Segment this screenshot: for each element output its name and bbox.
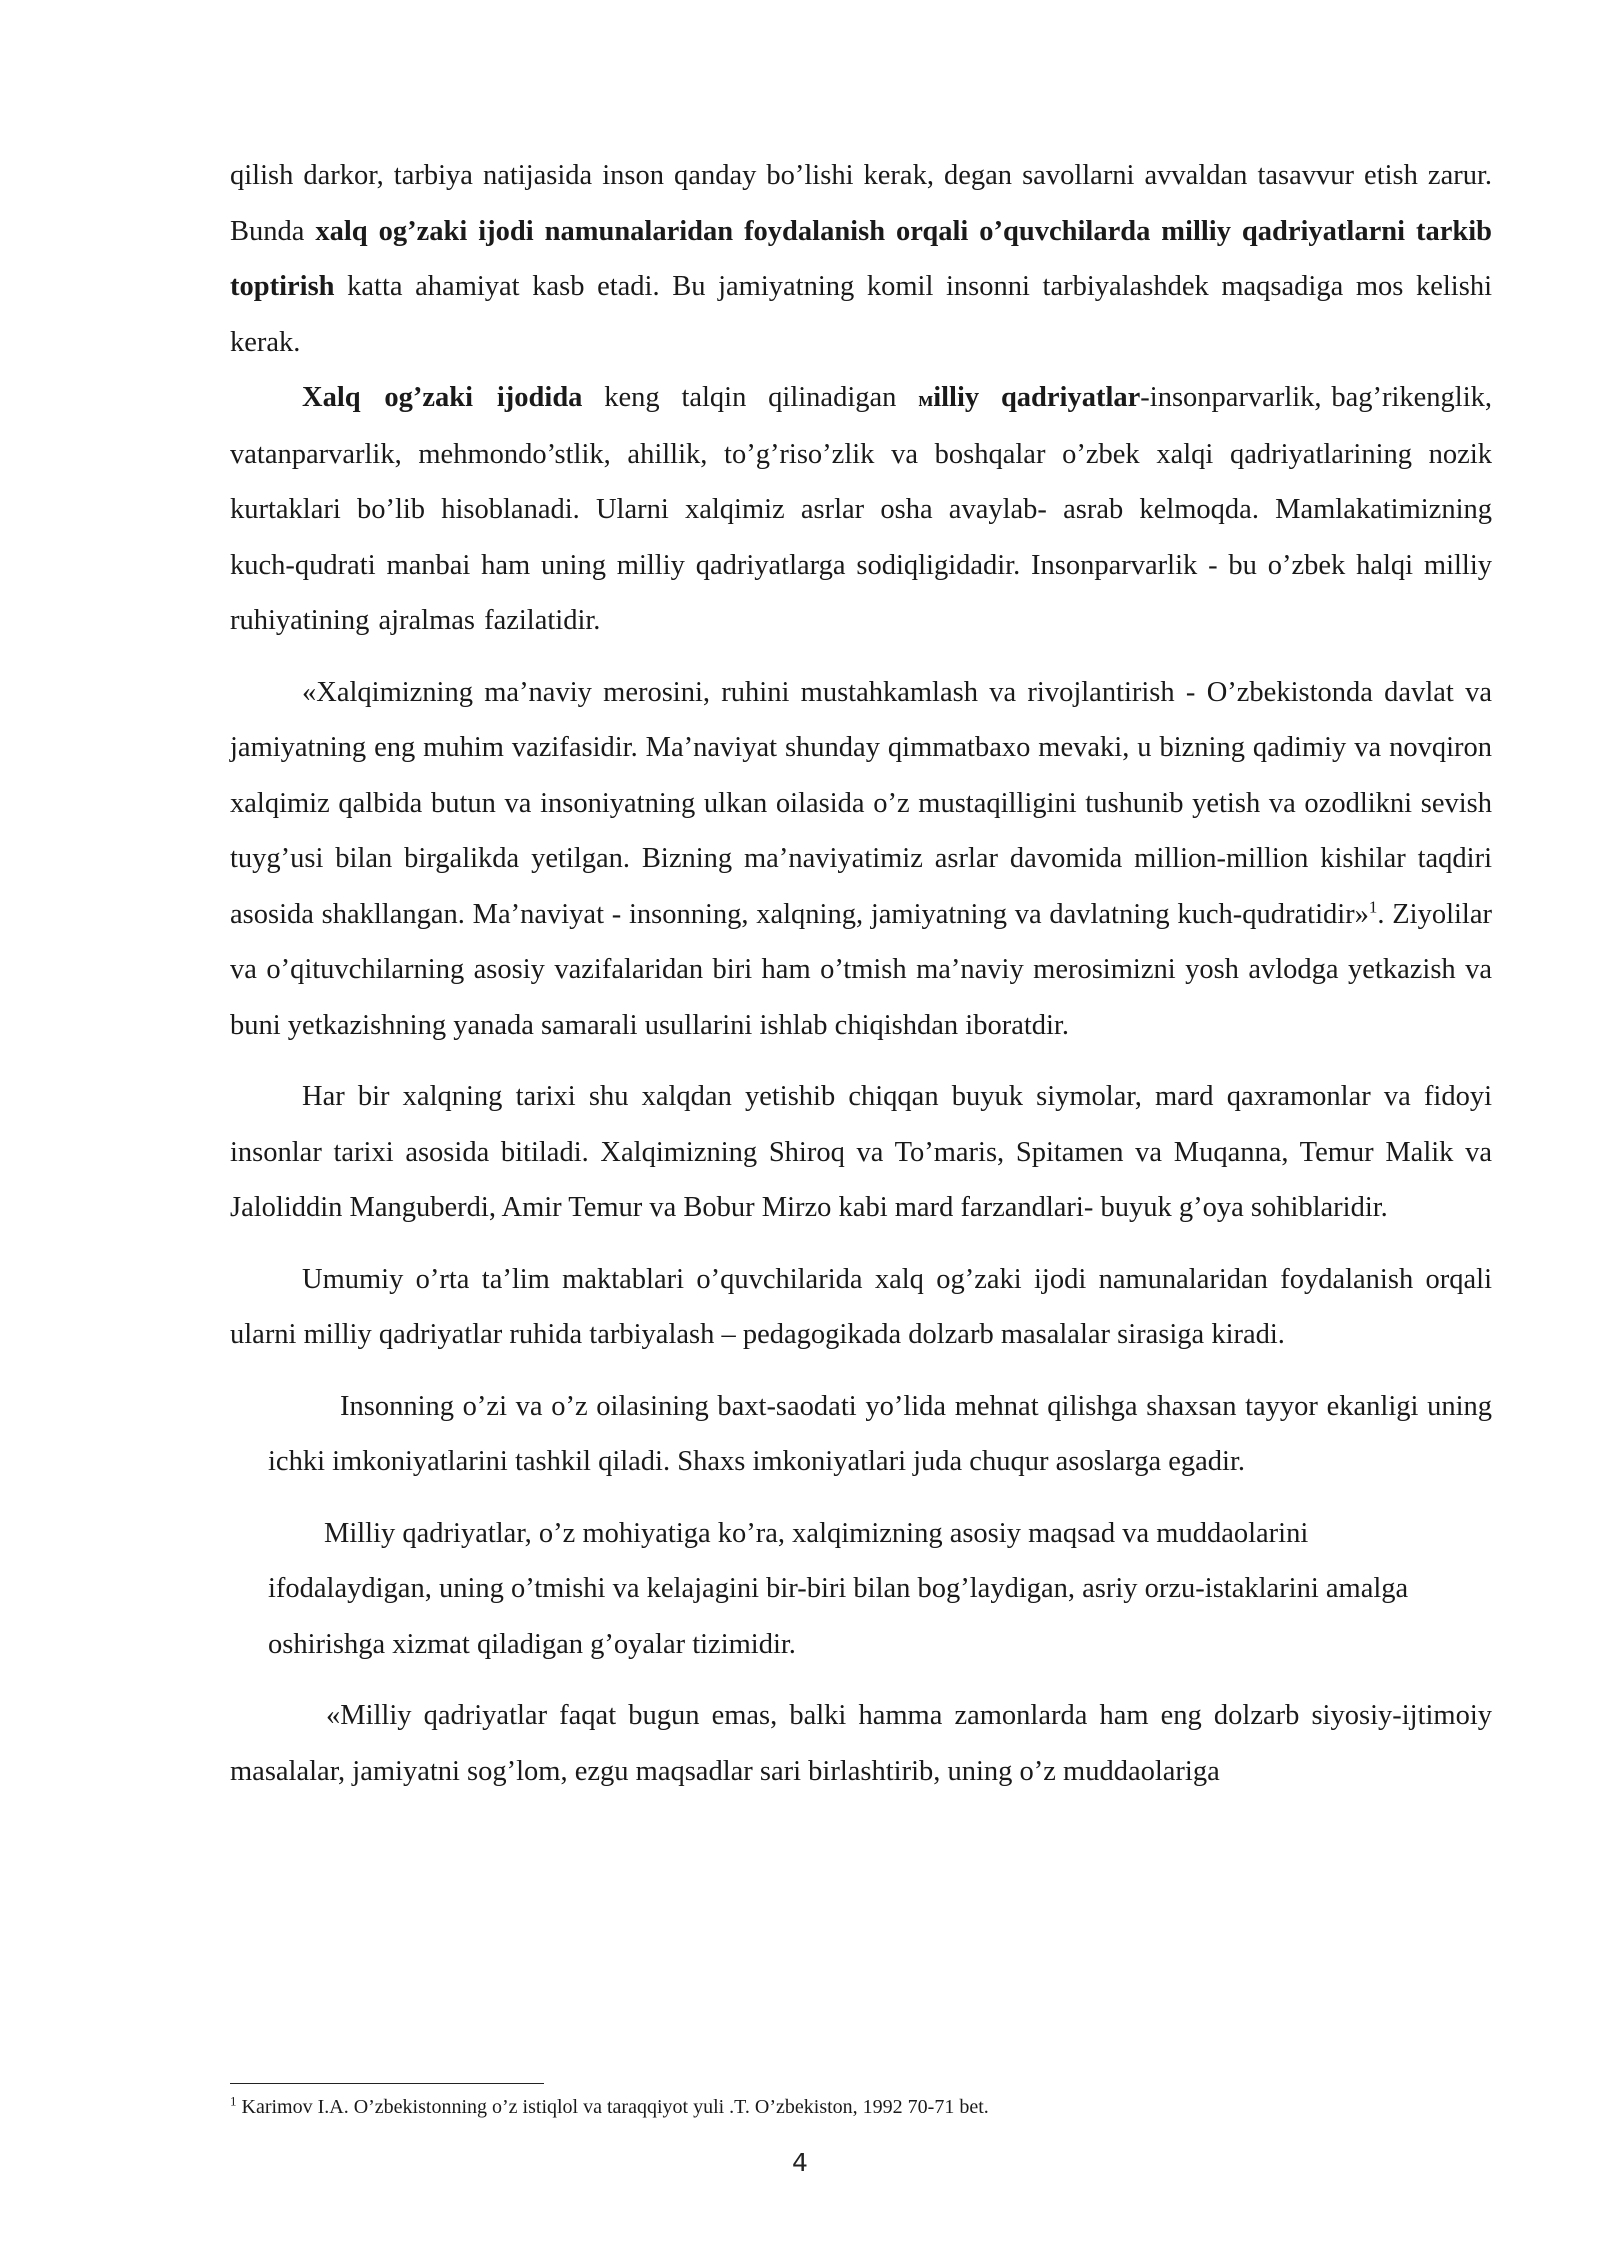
- footnote: [230, 2093, 1492, 2121]
- paragraph-1-text-c: katta ahamiyat kasb etadi. Bu jamiyatning komil insonni tarbiyalashdek maqsadiga mos kelishi kerak.: [230, 271, 1492, 358]
- page-number: 4: [792, 2148, 808, 2177]
- footnote-separator: [230, 2083, 544, 2084]
- paragraph-1: [230, 148, 1492, 370]
- paragraph-2: [230, 370, 1492, 649]
- footnote-marker: 1: [230, 2093, 237, 2109]
- paragraph-2-text-e: -insonparvarlik, bag’rikenglik, vatanparvarlik, mehmondo’stlik, ahillik, to’g’riso’zlik va boshqalar o’zbek xalqi qadriyatlarining nozik kurtaklari bo’lib hisoblanadi. Ularni xalqimiz asrlar osha avaylab- asrab kelmoqda. Mamlakatimizning kuch-qudrati manbai ham uning milliy qadriyatlarga sodiqligidadir. Insonparvarlik - bu o’zbek halqi milliy ruhiyatining ajralmas fazilatidir.: [230, 382, 1493, 636]
- paragraph-5: Umumiy o’rta ta’lim maktablari o’quvchilarida xalq og’zaki ijodi namunalaridan foydalanish orqali ularni milliy qadriyatlar ruhida tarbiyalash – pedagogikada dolzarb masalalar sirasiga kiradi.: [230, 1263, 1492, 1350]
- paragraph-4: Har bir xalqning tarixi shu xalqdan yetishib chiqqan buyuk siymolar, mard qaxramonlar va fidoyi insonlar tarixi asosida bitiladi. Xalqimizning Shiroq va To’maris, Spitamen va Muqanna, Temur Malik va Jaloliddin Manguberdi, Amir Temur va Bobur Mirzo kabi mard farzandlari- buyuk g’oya sohiblaridir.: [230, 1081, 1492, 1223]
- paragraph-8: «Milliy qadriyatlar faqat bugun emas, balki hamma zamonlarda ham eng dolzarb siyosiy-ijtimoiy masalalar, jamiyatni sog’lom, ezgu maqsadlar sari birlashtirib, uning o’z muddaolariga: [230, 1700, 1492, 1787]
- paragraph-3-text-b: . Ziyolilar va o’qituvchilarning asosiy vazifalaridan biri ham o’tmish ma’naviy merosimizni yosh avlodga yetkazish va buni yetkazishning yanada samarali usullarini ishlab chiqishdan iboratdir.: [230, 898, 1492, 1041]
- footnote-reference[interactable]: 1: [1368, 897, 1378, 916]
- paragraph-6: Insonning o’zi va o’z oilasining baxt-saodati yo’lida mehnat qilishga shaxsan tayyor ekanligi uning ichki imkoniyatlarini tashkil qiladi. Shaxs imkoniyatlari juda chuqur asoslarga egadir.: [268, 1390, 1492, 1477]
- paragraph-2-text-b: keng talqin qilinadigan: [582, 382, 919, 413]
- paragraph-2-bold-keyword: illiy qadriyatlar: [933, 382, 1141, 413]
- document-body: [230, 148, 1492, 1799]
- paragraph-2-smallcap-letter: м: [918, 386, 934, 411]
- paragraph-3-quote: [230, 665, 1492, 1054]
- footnote-text: Karimov I.A. O’zbekistonning o’z istiqlol va taraqqiyot yuli .T. O’zbekiston, 1992 70-71 bet.: [236, 2096, 989, 2118]
- paragraph-3-quote-text: «Xalqimizning ma’naviy merosini, ruhini mustahkamlash va rivojlantirish - O’zbekistonda davlat va jamiyatning eng muhim vazifasidir. Ma’naviyat shunday qimmatbaxo mevaki, u bizning qadimiy va novqiron xalqimiz qalbida butun va insoniyatning ulkan oilasida o’z mustaqilligini tushunib yetish va ozodlikni sevish tuyg’usi bilan birgalikda yetilgan. Bizning ma’naviyatimiz asrlar davomida million-million kishilar taqdiri asosida shakllangan. Ma’naviyat - insonning, xalqning, jamiyatning va davlatning kuch-qudratidir»: [230, 676, 1492, 930]
- paragraph-7: Milliy qadriyatlar, o’z mohiyatiga ko’ra, xalqimizning asosiy maqsad va muddaolarini ifodalaydigan, uning o’tmishi va kelajagini bir-biri bilan bog’laydigan, asriy orzu-istaklarini amalga oshirishga xizmat qiladigan g’oyalar tizimidir.: [268, 1517, 1409, 1660]
- paragraph-1-text-a: qilish darkor, tarbiya natijasida inson qanday bo’lishi kerak, degan savollarni avvaldan tasavvur etish zarur. Bunda: [230, 160, 1492, 247]
- paragraph-2-bold-term: Xalq og’zaki ijodida: [302, 382, 583, 413]
- paragraph-1-bold-text: xalq og’zaki ijodi namunalaridan foydalanish orqali o’quvchilarda milliy qadriyatlarni tarkib toptirish: [230, 215, 1492, 302]
